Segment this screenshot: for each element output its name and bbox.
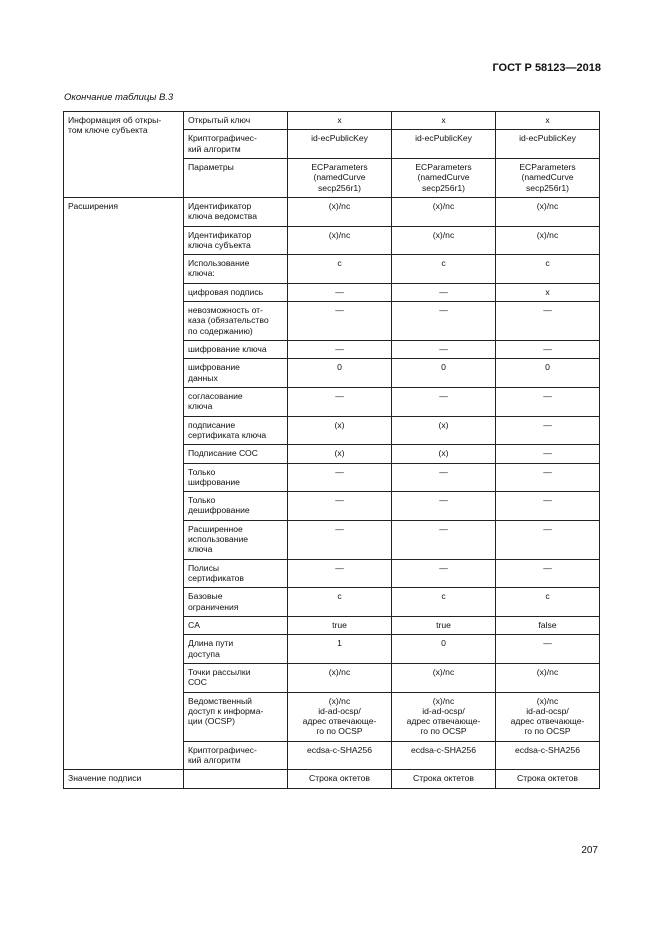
value-cell: — (496, 520, 600, 559)
value-cell: ecdsa-c-SHA256 (496, 741, 600, 770)
field-cell: согласование ключа (184, 387, 288, 416)
standard-designation: ГОСТ Р 58123—2018 (492, 62, 601, 74)
value-cell: — (392, 520, 496, 559)
value-cell: c (496, 255, 600, 284)
value-cell: (x)/nc (496, 663, 600, 692)
field-cell: Только дешифрование (184, 492, 288, 521)
group-cell: Расширения (64, 197, 184, 770)
value-cell: c (288, 588, 392, 617)
field-cell: Базовые ограничения (184, 588, 288, 617)
field-cell: Длина пути доступа (184, 635, 288, 664)
field-cell: Точки рассылки СОС (184, 663, 288, 692)
value-cell: (x)/nc id-ad-ocsp/ адрес отвечающе- го по OCSP (392, 692, 496, 741)
value-cell: 0 (288, 359, 392, 388)
field-cell (184, 770, 288, 788)
value-cell: Строка октетов (392, 770, 496, 788)
field-cell: Полисы сертификатов (184, 559, 288, 588)
field-cell: Криптографичес- кий алгоритм (184, 741, 288, 770)
value-cell: — (392, 492, 496, 521)
value-cell: id-ecPublicKey (288, 130, 392, 159)
value-cell: (x) (288, 416, 392, 445)
field-cell: Параметры (184, 158, 288, 197)
value-cell: (x) (392, 416, 496, 445)
value-cell: — (288, 492, 392, 521)
value-cell: — (392, 463, 496, 492)
group-cell: Информация об откры- том ключе субъекта (64, 112, 184, 198)
value-cell: x (496, 112, 600, 130)
table-row (64, 770, 600, 788)
table-row (64, 112, 600, 130)
value-cell: — (496, 492, 600, 521)
value-cell: ecdsa-c-SHA256 (392, 741, 496, 770)
value-cell: — (496, 387, 600, 416)
value-cell: (x)/nc (392, 197, 496, 226)
value-cell: (x)/nc (288, 226, 392, 255)
value-cell: — (496, 445, 600, 463)
field-cell: Открытый ключ (184, 112, 288, 130)
value-cell: — (392, 387, 496, 416)
value-cell: (x)/nc id-ad-ocsp/ адрес отвечающе- го по OCSP (288, 692, 392, 741)
field-cell: невозможность от- каза (обязательство по содержанию) (184, 302, 288, 341)
value-cell: id-ecPublicKey (496, 130, 600, 159)
value-cell: — (496, 341, 600, 359)
value-cell: — (392, 302, 496, 341)
value-cell: — (288, 302, 392, 341)
field-cell: CA (184, 616, 288, 634)
value-cell: x (496, 283, 600, 301)
value-cell: true (392, 616, 496, 634)
value-cell: (x)/nc (288, 197, 392, 226)
group-cell: Значение подписи (64, 770, 184, 788)
field-cell: Ведомственный доступ к информа- ции (OCSP) (184, 692, 288, 741)
field-cell: Только шифрование (184, 463, 288, 492)
value-cell: c (288, 255, 392, 284)
value-cell: ECParameters (namedCurve secp256r1) (288, 158, 392, 197)
value-cell: (x) (288, 445, 392, 463)
value-cell: x (392, 112, 496, 130)
value-cell: 1 (288, 635, 392, 664)
value-cell: (x)/nc (392, 226, 496, 255)
value-cell: (x) (392, 445, 496, 463)
value-cell: (x)/nc id-ad-ocsp/ адрес отвечающе- го по OCSP (496, 692, 600, 741)
value-cell: ECParameters (namedCurve secp256r1) (392, 158, 496, 197)
field-cell: Идентификатор ключа субъекта (184, 226, 288, 255)
value-cell: (x)/nc (496, 226, 600, 255)
value-cell: 0 (392, 359, 496, 388)
value-cell: Строка октетов (496, 770, 600, 788)
table-row (64, 197, 600, 226)
field-cell: шифрование ключа (184, 341, 288, 359)
value-cell: — (288, 520, 392, 559)
value-cell: 0 (392, 635, 496, 664)
value-cell: c (496, 588, 600, 617)
value-cell: — (496, 559, 600, 588)
field-cell: цифровая подпись (184, 283, 288, 301)
value-cell: 0 (496, 359, 600, 388)
value-cell: c (392, 255, 496, 284)
value-cell: x (288, 112, 392, 130)
field-cell: Криптографичес- кий алгоритм (184, 130, 288, 159)
value-cell: — (496, 416, 600, 445)
field-cell: Идентификатор ключа ведомства (184, 197, 288, 226)
value-cell: — (288, 559, 392, 588)
field-cell: шифрование данных (184, 359, 288, 388)
value-cell: — (288, 341, 392, 359)
value-cell: false (496, 616, 600, 634)
field-cell: Подписание СОС (184, 445, 288, 463)
value-cell: — (288, 283, 392, 301)
value-cell: ECParameters (namedCurve secp256r1) (496, 158, 600, 197)
table-caption: Окончание таблицы В.3 (64, 92, 174, 103)
field-cell: подписание сертификата ключа (184, 416, 288, 445)
value-cell: c (392, 588, 496, 617)
value-cell: — (288, 463, 392, 492)
value-cell: — (392, 283, 496, 301)
value-cell: — (496, 463, 600, 492)
value-cell: — (392, 559, 496, 588)
value-cell: Строка октетов (288, 770, 392, 788)
value-cell: — (496, 302, 600, 341)
value-cell: (x)/nc (496, 197, 600, 226)
value-cell: — (288, 387, 392, 416)
value-cell: true (288, 616, 392, 634)
value-cell: (x)/nc (288, 663, 392, 692)
page-number: 207 (581, 845, 598, 856)
certificate-profile-table (63, 111, 600, 789)
value-cell: (x)/nc (392, 663, 496, 692)
value-cell: — (496, 635, 600, 664)
field-cell: Расширенное использование ключа (184, 520, 288, 559)
field-cell: Использование ключа: (184, 255, 288, 284)
value-cell: id-ecPublicKey (392, 130, 496, 159)
value-cell: ecdsa-c-SHA256 (288, 741, 392, 770)
value-cell: — (392, 341, 496, 359)
